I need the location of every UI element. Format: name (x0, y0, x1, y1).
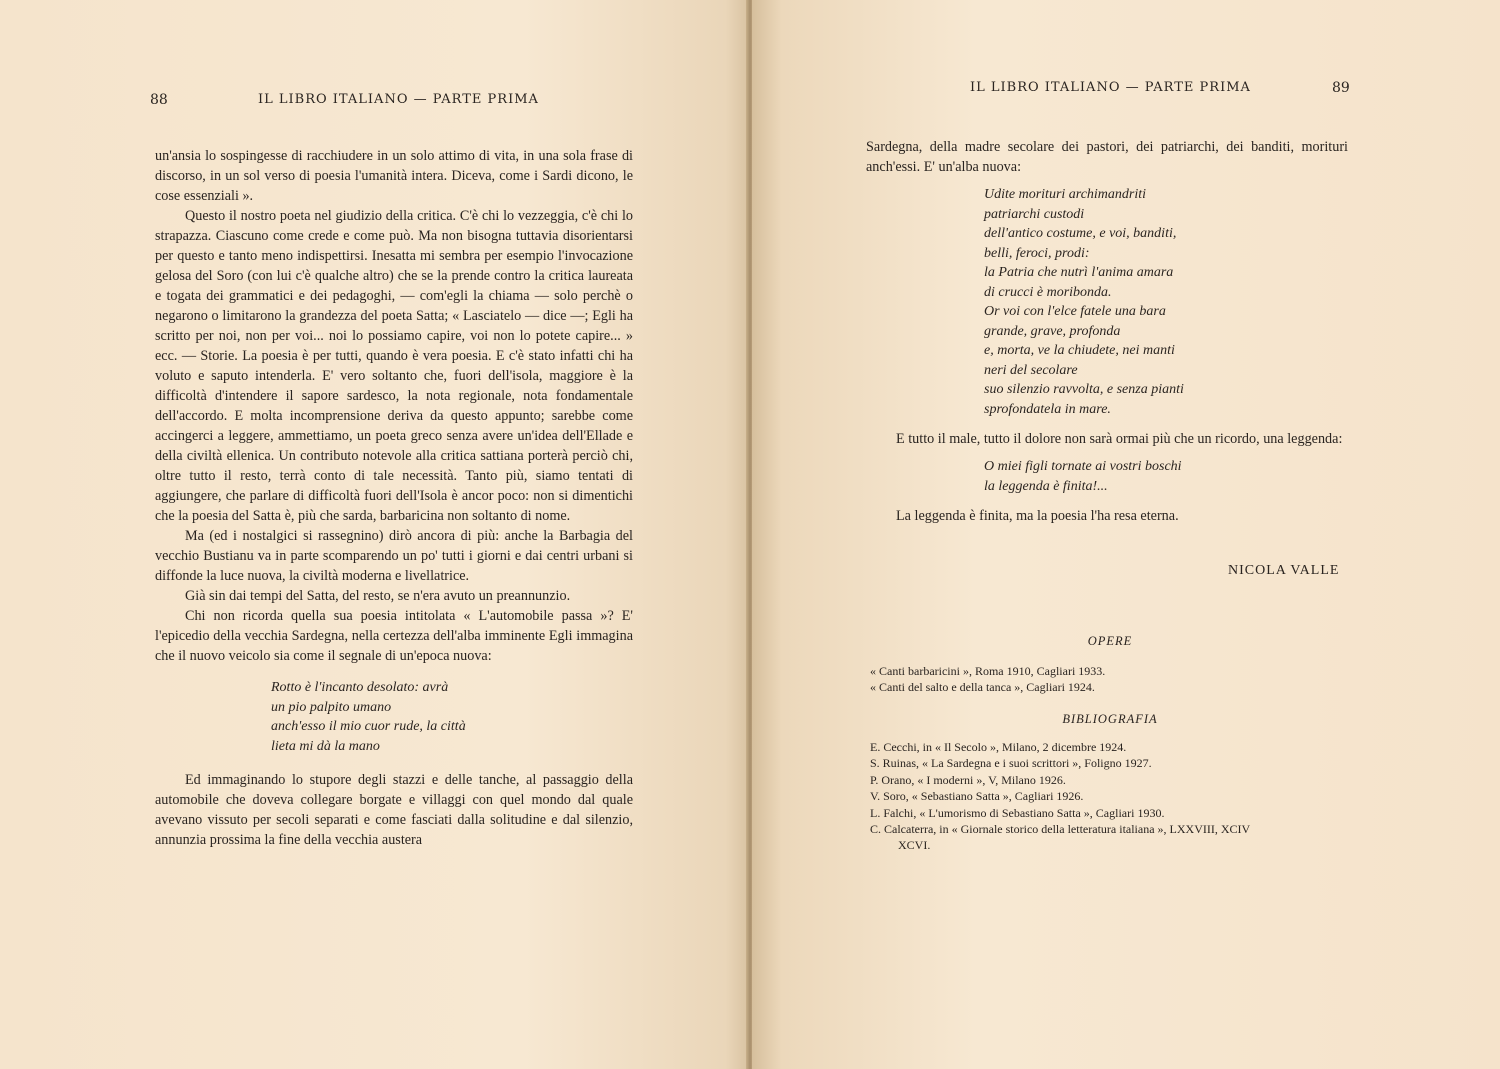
verse-line: di crucci è moribonda. (984, 284, 1112, 300)
verse-line: anch'esso il mio cuor rude, la città (271, 719, 466, 734)
verse-block (271, 678, 633, 756)
list-item: E. Cecchi, in « Il Secolo », Milano, 2 dicembre 1924. (870, 740, 1127, 754)
verse-line: sprofondatela in mare. (984, 401, 1111, 417)
list-item: « Canti barbaricini », Roma 1910, Cagliari 1933. (870, 664, 1106, 678)
opere-list (870, 663, 1105, 696)
verse-block (984, 457, 1348, 496)
list-item: S. Ruinas, « La Sardegna e i suoi scrittori », Foligno 1927. (870, 756, 1152, 771)
list-item: P. Orano, « I moderni », V, Milano 1926. (870, 772, 1066, 787)
verse-line: la leggenda è finita!... (984, 478, 1108, 494)
paragraph: Ma (ed i nostalgici si rassegnino) dirò ancora di più: anche la Barbagia del vecchio Bustianu va in parte scomparendo un po' tutti i giorni e dai centri urbani si diffonde la luce nuova, la civiltà moderna e livellatrice. (155, 528, 633, 584)
author-signature: NICOLA VALLE (1228, 563, 1340, 578)
paragraph: Chi non ricorda quella sua poesia intitolata « L'automobile passa »? E' l'epicedio della vecchia Sardegna, nella certezza dell'alba imminente Egli immagina che il nuovo veicolo sia come il segnale di un'epoca nuova: (155, 608, 633, 664)
right-page (752, 0, 1500, 1069)
verse-line: e, morta, ve la chiudete, nei manti (984, 343, 1175, 358)
paragraph: Già sin dai tempi del Satta, del resto, se n'era avuto un preannunzio. (185, 588, 571, 604)
verse-block (984, 185, 1348, 419)
list-item: L. Falchi, « L'umorismo di Sebastiano Satta », Cagliari 1930. (870, 805, 1165, 820)
verse-line: O miei figli tornate ai vostri boschi (984, 459, 1182, 474)
verse-line: grande, grave, profonda (984, 323, 1121, 339)
paragraph: Questo il nostro poeta nel giudizio della critica. C'è chi lo vezzeggia, c'è chi lo strapazza. Ciascuno come crede e come può. Ma non bisogna tuttavia disorientarsi per questo e tanto meno indispettirsi. Inesatta mi sembra per esempio l'invocazione gelosa del Soro (con lui c'è qualche altro) che se la prende contro la critica laureata e togata dei grammatici e dei pedagoghi, — com'egli la chiama — solo perchè o negarono o limitarono la grandezza del poeta Satta; « Lasciatelo — dice —; Egli ha scritto per noi, non per voi... noi lo possiamo capire, voi non lo potete capire... » ecc. — Storie. La poesia è per tutti, quando è vera poesia. E c'è stato infatti chi ha voluto e saputo intenderla. E' vero soltanto che, fuori dell'isola, maggiore è la difficoltà d'intendere il sapore sardesco, la nota regionale, nota fondamentale dell'accordo. E molta incomprensione deriva da questo appunto; sarebbe come accingerci a leggere, ammettiamo, un poeta greco senza avere un'idea dell'Ellade e della civiltà ellenica. Un contributo notevole alla critica sattiana porterà perciò chi, oltre tutto il resto, terrà conto di tale necessità. Tanto più, siamo tentati di aggiungere, che parlare di difficoltà fuori dell'Isola è ancor poco: non si dimentichi che la poesia del Satta è, più che sarda, barbaricina non soltanto di nome. (155, 208, 633, 524)
opere-title: OPERE (1087, 634, 1133, 648)
left-body-text (155, 146, 633, 850)
running-header: IL LIBRO ITALIANO — PARTE PRIMA (258, 92, 539, 107)
verse-line: Or voi con l'elce fatele una bara (984, 304, 1166, 319)
list-item: V. Soro, « Sebastiano Satta », Cagliari 1926. (870, 789, 1084, 804)
paragraph: Sardegna, della madre secolare dei pastori, dei patriarchi, dei banditi, morituri anch'essi. E' un'alba nuova: (866, 139, 1348, 175)
bibliografia-list (870, 739, 1250, 854)
paragraph: Ed immaginando lo stupore degli stazzi e delle tanche, al passaggio della automobile che doveva collegare borgate e villaggi con quel mondo dal quale avevano vissuto per secoli separati e come fasciati dalla solitudine e dal silenzio, annunzia prossima la fine della vecchia austera (155, 772, 633, 848)
list-item: « Canti del salto e della tanca », Cagliari 1924. (870, 680, 1095, 695)
verse-line: Udite morituri archimandriti (984, 187, 1147, 202)
verse-line: suo silenzio ravvolta, e senza pianti (984, 382, 1184, 397)
verse-line: neri del secolare (984, 362, 1078, 378)
verse-line: patriarchi custodi (984, 206, 1085, 222)
left-page (0, 0, 748, 1069)
page-number: 89 (1332, 80, 1350, 96)
verse-line: un pio palpito umano (271, 699, 392, 715)
verse-line: Rotto è l'incanto desolato: avrà (271, 680, 449, 695)
verse-line: la Patria che nutrì l'anima amara (984, 265, 1174, 280)
page-number: 88 (150, 92, 168, 108)
right-body-text (866, 137, 1348, 526)
paragraph: E tutto il male, tutto il dolore non sarà ormai più che un ricordo, una leggenda: (896, 431, 1343, 447)
verse-line: lieta mi dà la mano (271, 738, 380, 754)
verse-line: dell'antico costume, e voi, banditi, (984, 226, 1177, 241)
list-item-continuation: XCVI. (898, 838, 931, 853)
paragraph: un'ansia lo sospingesse di racchiudere in un solo attimo di vita, in una sola frase di discorso, in un sol verso di poesia l'umanità intera. Diceva, come i Sardi dicono, le cose essenziali ». (155, 148, 633, 204)
bibliografia-title: BIBLIOGRAFIA (1062, 712, 1158, 726)
list-item: C. Calcaterra, in « Giornale storico della letteratura italiana », LXXVIII, XCIV (870, 822, 1251, 837)
running-header: IL LIBRO ITALIANO — PARTE PRIMA (970, 80, 1251, 95)
verse-line: belli, feroci, prodi: (984, 245, 1090, 261)
paragraph: La leggenda è finita, ma la poesia l'ha resa eterna. (896, 508, 1179, 524)
